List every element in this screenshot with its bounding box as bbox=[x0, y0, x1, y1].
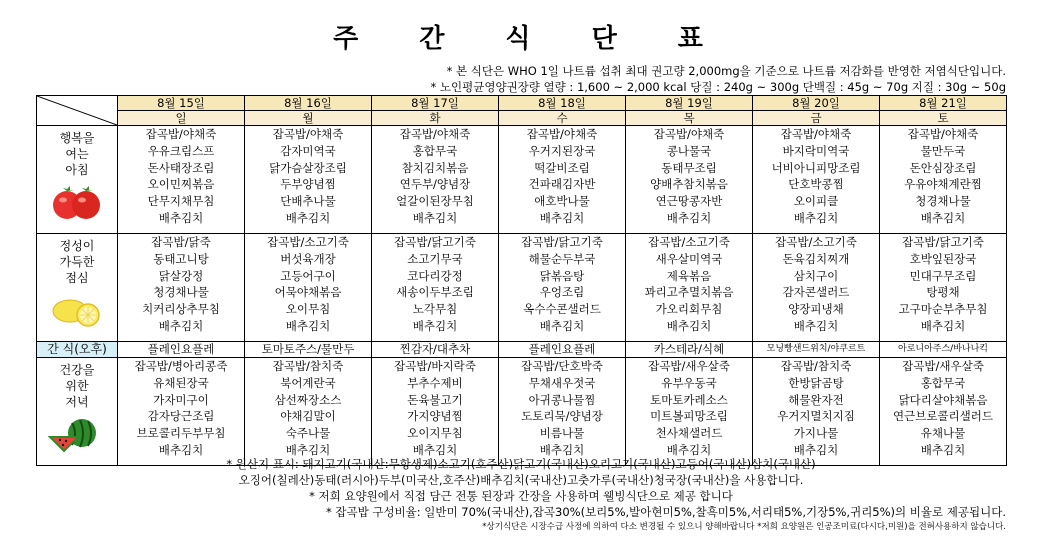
breakfast-menu-cell bbox=[499, 126, 626, 234]
meal-label-line: 가득한 bbox=[59, 255, 95, 269]
disclaimer-note: *상기식단은 시장수급 사정에 의하여 다소 변경될 수 있으니 양해바랍니다 *저희 요양원은 인공조미료(다시다,미원)을 전혀사용하지 않습니다. bbox=[482, 522, 1006, 532]
weekly-menu-table bbox=[36, 95, 1007, 466]
menu-item: 잡곡밥/닭고기죽 bbox=[521, 235, 603, 249]
menu-item: 오이무침 bbox=[285, 302, 331, 317]
menu-item: 가지나물 bbox=[793, 426, 839, 441]
sodium-note: * 본 식단은 WHO 1일 나트륨 섭취 최대 권고량 2,000mg을 기준으로 나트륨 저감화를 반영한 저염식단입니다. bbox=[446, 64, 1006, 78]
snack-item: 플레인요플레 bbox=[499, 342, 626, 358]
menu-item: 단호박콩찜 bbox=[788, 177, 844, 192]
menu-item: 배추김치 bbox=[158, 442, 204, 457]
origin-note: * 원산지 표시: 돼지고기(국내산:무항생제)소고기(호주산)닭고기(국내산)오리고기(국내산)고등어(국내산)삼치(국내산) bbox=[226, 457, 816, 471]
menu-item: 양장피냉채 bbox=[788, 302, 844, 317]
menu-item: 배추김치 bbox=[920, 318, 966, 333]
date-header: 8월 17일 bbox=[372, 96, 499, 111]
lunch-row bbox=[37, 234, 1007, 342]
menu-item: 새송이두부조림 bbox=[396, 285, 474, 300]
weekday-header: 일 bbox=[118, 111, 245, 126]
menu-item: 유부우동국 bbox=[661, 375, 717, 390]
breakfast-menu-cell bbox=[880, 126, 1007, 234]
menu-item: 꽈리고추멸치볶음 bbox=[644, 285, 734, 300]
menu-item: 숙주나물 bbox=[285, 426, 331, 441]
dinner-menu-cell bbox=[245, 358, 372, 466]
menu-item: 잡곡밥/단호박죽 bbox=[521, 359, 603, 373]
menu-item: 홍합무국 bbox=[920, 375, 966, 390]
menu-item: 삼치구이 bbox=[793, 268, 839, 283]
menu-item: 애호박나물 bbox=[534, 194, 590, 209]
origin-note-cont: 오징어(칠레산)동태(러시아)두부(미국산,호주산)배추김치(국내산)고춧가루(국내산)청국장(국내산)을 사용합니다. bbox=[238, 473, 804, 487]
menu-item: 탕평채 bbox=[926, 285, 960, 300]
menu-item: 배추김치 bbox=[539, 442, 585, 457]
menu-item: 잡곡밥/참치죽 bbox=[272, 359, 344, 373]
dinner-menu-cell bbox=[753, 358, 880, 466]
menu-item: 배추김치 bbox=[666, 442, 712, 457]
menu-item: 고구마순부추무침 bbox=[898, 302, 988, 317]
lunch-menu-cell bbox=[118, 234, 245, 342]
menu-item: 우거지멸치지짐 bbox=[777, 409, 855, 424]
menu-item: 돈육불고기 bbox=[407, 392, 463, 407]
menu-item: 청경채나물 bbox=[915, 194, 971, 209]
menu-item: 배추김치 bbox=[412, 442, 458, 457]
dinner-menu-cell bbox=[626, 358, 753, 466]
date-header: 8월 18일 bbox=[499, 96, 626, 111]
snack-item: 찐감자/대추차 bbox=[372, 342, 499, 358]
menu-item: 오이피클 bbox=[793, 194, 839, 209]
menu-item: 감자미역국 bbox=[280, 143, 336, 158]
menu-item: 돈사태장조림 bbox=[147, 160, 215, 175]
dinner-menu-cell bbox=[880, 358, 1007, 466]
menu-item: 배추김치 bbox=[158, 210, 204, 225]
menu-item: 잡곡밥/새우살죽 bbox=[902, 359, 984, 373]
menu-item: 잡곡밥/야채죽 bbox=[526, 127, 598, 141]
menu-item: 잡곡밥/야채죽 bbox=[272, 127, 344, 141]
menu-item: 단배추나물 bbox=[280, 194, 336, 209]
menu-item: 해물순두부국 bbox=[528, 251, 596, 266]
menu-item: 제육볶음 bbox=[666, 268, 712, 283]
menu-item: 콩나물국 bbox=[666, 143, 712, 158]
menu-item: 물만두국 bbox=[920, 143, 966, 158]
menu-item: 닭볶음탕 bbox=[539, 268, 585, 283]
menu-item: 가자미구이 bbox=[153, 392, 209, 407]
weekday-header: 금 bbox=[753, 111, 880, 126]
breakfast-menu-cell bbox=[372, 126, 499, 234]
menu-item: 잡곡밥/병아리콩죽 bbox=[134, 359, 228, 373]
menu-item: 천사채샐러드 bbox=[655, 426, 723, 441]
menu-item: 가오리회무침 bbox=[655, 302, 723, 317]
weekday-header: 목 bbox=[626, 111, 753, 126]
weekday-header: 수 bbox=[499, 111, 626, 126]
menu-item: 도토리묵/양념장 bbox=[521, 409, 603, 424]
menu-item: 배추김치 bbox=[793, 318, 839, 333]
meal-label-line: 건강을 bbox=[59, 363, 95, 377]
menu-item: 홍합무국 bbox=[412, 143, 458, 158]
menu-item: 바지락미역국 bbox=[782, 143, 850, 158]
menu-item: 잡곡밥/바지락죽 bbox=[394, 359, 476, 373]
menu-item: 연근땅콩자반 bbox=[655, 194, 723, 209]
menu-item: 배추김치 bbox=[285, 442, 331, 457]
menu-item: 호박잎된장국 bbox=[909, 251, 977, 266]
menu-item: 소고기무국 bbox=[407, 251, 463, 266]
menu-item: 노각무침 bbox=[412, 302, 458, 317]
menu-item: 잡곡밥/닭죽 bbox=[151, 235, 211, 249]
snack-item: 아로니아주스/바나나킥 bbox=[880, 342, 1007, 358]
snack-row bbox=[37, 342, 1007, 358]
menu-item: 닭다리살야채볶음 bbox=[898, 392, 988, 407]
meal-label-line: 점심 bbox=[65, 271, 89, 285]
menu-item: 잡곡밥/닭고기죽 bbox=[902, 235, 984, 249]
meal-label-line: 위한 bbox=[65, 379, 89, 393]
menu-item: 감자당근조림 bbox=[147, 409, 215, 424]
menu-item: 잡곡밥/소고기죽 bbox=[648, 235, 730, 249]
menu-item: 오이민찌볶음 bbox=[147, 177, 215, 192]
menu-item: 잡곡밥/야채죽 bbox=[653, 127, 725, 141]
menu-item: 토마토카레소스 bbox=[650, 392, 728, 407]
menu-item: 배추김치 bbox=[539, 210, 585, 225]
menu-item: 미트볼피망조림 bbox=[650, 409, 728, 424]
lunch-menu-cell bbox=[245, 234, 372, 342]
menu-item: 비름나물 bbox=[539, 426, 585, 441]
menu-item: 연두부/양념장 bbox=[399, 177, 471, 192]
menu-item: 해물완자전 bbox=[788, 392, 844, 407]
meal-label-line: 행복을 bbox=[59, 131, 95, 145]
menu-item: 배추김치 bbox=[412, 318, 458, 333]
menu-item: 청경채나물 bbox=[153, 285, 209, 300]
menu-item: 배추김치 bbox=[285, 210, 331, 225]
breakfast-menu-cell bbox=[626, 126, 753, 234]
date-header: 8월 19일 bbox=[626, 96, 753, 111]
menu-item: 아귀콩나물찜 bbox=[528, 392, 596, 407]
menu-item: 너비아니피망조림 bbox=[771, 160, 861, 175]
menu-item: 돈육김치찌개 bbox=[782, 251, 850, 266]
menu-item: 잡곡밥/새우살죽 bbox=[648, 359, 730, 373]
menu-item: 배추김치 bbox=[539, 318, 585, 333]
menu-item: 어묵야채볶음 bbox=[274, 285, 342, 300]
lemon-icon bbox=[50, 295, 104, 333]
menu-item: 닭가슴살장조림 bbox=[269, 160, 347, 175]
menu-item: 감자콘샐러드 bbox=[782, 285, 850, 300]
menu-item: 잡곡밥/야채죽 bbox=[780, 127, 852, 141]
breakfast-menu-cell bbox=[118, 126, 245, 234]
menu-item: 우유야채계란찜 bbox=[904, 177, 982, 192]
menu-item: 새우살미역국 bbox=[655, 251, 723, 266]
menu-item: 동태고니탕 bbox=[153, 251, 209, 266]
menu-item: 유채나물 bbox=[920, 426, 966, 441]
grain-ratio-note: * 잡곡밥 구성비율: 일반미 70%(국내산),잡곡30%(보리5%,발아현미5%,찰흑미5%,서리태5%,기장5%,귀리5%)의 비율로 제공됩니다. bbox=[325, 505, 1006, 519]
menu-item: 배추김치 bbox=[920, 442, 966, 457]
menu-item: 동태무조림 bbox=[661, 160, 717, 175]
menu-item: 치커리상추무침 bbox=[142, 302, 220, 317]
menu-item: 양배추참치볶음 bbox=[650, 177, 728, 192]
menu-item: 고등어구이 bbox=[280, 268, 336, 283]
dinner-row bbox=[37, 358, 1007, 466]
menu-item: 북어계란국 bbox=[280, 375, 336, 390]
menu-item: 버섯육개장 bbox=[280, 251, 336, 266]
menu-item: 잡곡밥/야채죽 bbox=[399, 127, 471, 141]
breakfast-menu-cell bbox=[245, 126, 372, 234]
menu-item: 브로콜리두부무침 bbox=[136, 426, 226, 441]
date-header: 8월 20일 bbox=[753, 96, 880, 111]
menu-item: 배추김치 bbox=[412, 210, 458, 225]
menu-item: 옥수수콘샐러드 bbox=[523, 302, 601, 317]
meal-label-line: 여는 bbox=[65, 147, 89, 161]
header-corner bbox=[37, 96, 118, 126]
breakfast-row bbox=[37, 126, 1007, 234]
meal-label-line: 정성이 bbox=[59, 239, 95, 253]
menu-item: 배추김치 bbox=[158, 318, 204, 333]
menu-item: 우거지된장국 bbox=[528, 143, 596, 158]
menu-item: 얼갈이된장무침 bbox=[396, 194, 474, 209]
sauce-note: * 저희 요양원에서 직접 담근 전통 된장과 간장을 사용하며 웰빙식단으로 제공 합니다 bbox=[309, 489, 733, 503]
tomato-icon bbox=[50, 185, 104, 225]
menu-item: 유채된장국 bbox=[153, 375, 209, 390]
menu-item: 참치김치볶음 bbox=[401, 160, 469, 175]
menu-item: 잡곡밥/야채죽 bbox=[907, 127, 979, 141]
menu-item: 배추김치 bbox=[666, 318, 712, 333]
menu-item: 잡곡밥/소고기죽 bbox=[775, 235, 857, 249]
menu-item: 단무지채무침 bbox=[147, 194, 215, 209]
menu-item: 민대구무조림 bbox=[909, 268, 977, 283]
weekday-header: 토 bbox=[880, 111, 1007, 126]
date-header: 8월 15일 bbox=[118, 96, 245, 111]
menu-item: 연근브로콜리샐러드 bbox=[893, 409, 993, 424]
page-title: 주 간 식 단 표 bbox=[333, 24, 729, 54]
menu-item: 잡곡밥/야채죽 bbox=[145, 127, 217, 141]
meal-label-line: 저녁 bbox=[65, 395, 89, 409]
menu-item: 닭살강정 bbox=[158, 268, 204, 283]
breakfast-menu-cell bbox=[753, 126, 880, 234]
snack-label: 간 식(오후) bbox=[37, 342, 118, 358]
lunch-menu-cell bbox=[372, 234, 499, 342]
snack-item: 플레인요플레 bbox=[118, 342, 245, 358]
menu-item: 가지양념찜 bbox=[407, 409, 463, 424]
menu-item: 건파래김자반 bbox=[528, 177, 596, 192]
lunch-menu-cell bbox=[626, 234, 753, 342]
menu-item: 삼선짜장소스 bbox=[274, 392, 342, 407]
lunch-menu-cell bbox=[499, 234, 626, 342]
menu-item: 떡갈비조림 bbox=[534, 160, 590, 175]
menu-item: 돈안심장조림 bbox=[909, 160, 977, 175]
menu-item: 배추김치 bbox=[793, 442, 839, 457]
dinner-label bbox=[37, 358, 118, 466]
meal-label-line: 아침 bbox=[65, 163, 89, 177]
snack-item: 모닝빵샌드위치/야쿠르트 bbox=[753, 342, 880, 358]
lunch-label bbox=[37, 234, 118, 342]
date-header: 8월 21일 bbox=[880, 96, 1007, 111]
snack-item: 카스테라/식혜 bbox=[626, 342, 753, 358]
dinner-menu-cell bbox=[372, 358, 499, 466]
menu-item: 부추수제비 bbox=[407, 375, 463, 390]
menu-item: 무채새우젓국 bbox=[528, 375, 596, 390]
menu-item: 코다리강정 bbox=[407, 268, 463, 283]
menu-item: 배추김치 bbox=[920, 210, 966, 225]
snack-item: 토마토주스/물만두 bbox=[245, 342, 372, 358]
menu-item: 잡곡밥/닭고기죽 bbox=[394, 235, 476, 249]
menu-item: 오이지무침 bbox=[407, 426, 463, 441]
dinner-menu-cell bbox=[499, 358, 626, 466]
menu-item: 우유크림스프 bbox=[147, 143, 215, 158]
menu-item: 잡곡밥/참치죽 bbox=[780, 359, 852, 373]
menu-item: 한방닭곰탕 bbox=[788, 375, 844, 390]
lunch-menu-cell bbox=[880, 234, 1007, 342]
weekday-header: 월 bbox=[245, 111, 372, 126]
menu-item: 잡곡밥/소고기죽 bbox=[267, 235, 349, 249]
watermelon-icon bbox=[48, 417, 106, 457]
menu-item: 야채김말이 bbox=[280, 409, 336, 424]
menu-item: 배추김치 bbox=[285, 318, 331, 333]
menu-item: 두부양념찜 bbox=[280, 177, 336, 192]
breakfast-label bbox=[37, 126, 118, 234]
menu-item: 우엉조림 bbox=[539, 285, 585, 300]
menu-item: 배추김치 bbox=[666, 210, 712, 225]
menu-item: 배추김치 bbox=[793, 210, 839, 225]
nutrition-note: * 노인평균영양권장량 열량 : 1,600 ~ 2,000 kcal 당질 : 240g ~ 300g 단백질 : 45g ~ 70g 지질 : 30g ~ 50g bbox=[430, 80, 1006, 94]
weekday-header: 화 bbox=[372, 111, 499, 126]
dinner-menu-cell bbox=[118, 358, 245, 466]
date-header: 8월 16일 bbox=[245, 96, 372, 111]
lunch-menu-cell bbox=[753, 234, 880, 342]
